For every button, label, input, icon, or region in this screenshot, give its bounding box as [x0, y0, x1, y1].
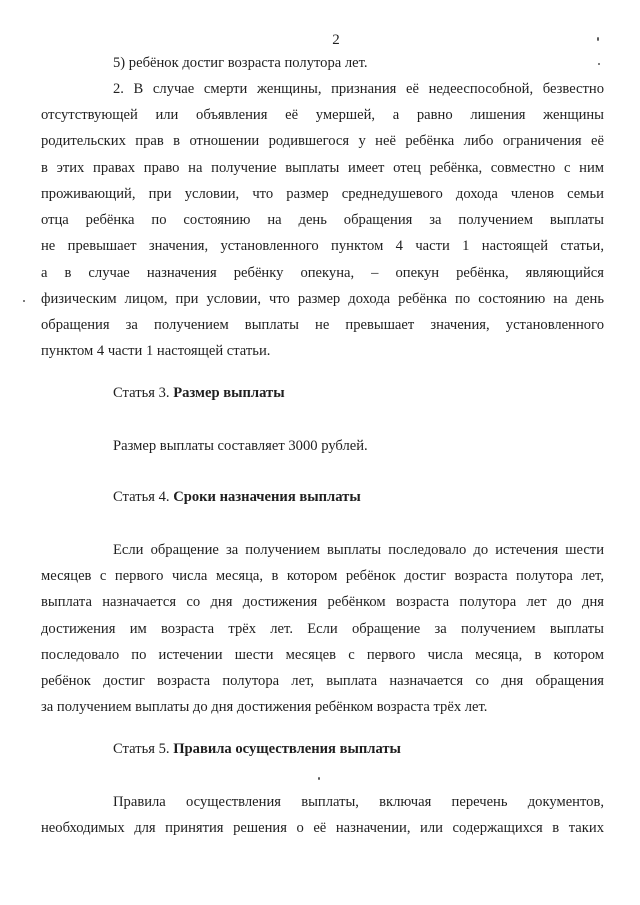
paragraph-2-line: обращения за получением выплаты не превышает значения, установленного: [41, 317, 604, 333]
article-3-body: Размер выплаты составляет 3000 рублей.: [113, 438, 368, 454]
article-3-prefix: Статья 3.: [113, 385, 174, 401]
article-5-line: необходимых для принятия решения о её назначении, или содержащихся в таких: [41, 820, 604, 836]
article-4-title: Сроки назначения выплаты: [173, 489, 361, 505]
paragraph-2-line: не превышает значения, установленного пунктом 4 части 1 настоящей статьи,: [41, 238, 604, 254]
paragraph-2-line: отсутствующей или объявления её умершей, а равно лишения женщины: [41, 107, 604, 123]
page-number: 2: [332, 32, 340, 48]
article-4-line: ребёнок достиг возраста полутора лет, выплата назначается со дня обращения: [41, 673, 604, 689]
scan-speck: [598, 63, 600, 65]
article-4-heading: [113, 487, 361, 507]
list-item-5: 5) ребёнок достиг возраста полутора лет.: [113, 55, 368, 71]
paragraph-2-line: 2. В случае смерти женщины, признания её недееспособной, безвестно: [113, 81, 604, 97]
article-3-heading: [113, 383, 285, 403]
article-4-prefix: Статья 4.: [113, 489, 174, 505]
paragraph-2-line: отца ребёнка по состоянию на день обращения за получением выплаты: [41, 212, 604, 228]
article-5-title: Правила осуществления выплаты: [173, 741, 401, 757]
paragraph-2-line: пунктом 4 части 1 настоящей статьи.: [41, 343, 271, 359]
paragraph-2-line: в этих правах право на получение выплаты имеет отец ребёнка, совместно с ним: [41, 160, 604, 176]
scan-speck: [23, 300, 25, 302]
article-5-line: Правила осуществления выплаты, включая перечень документов,: [113, 794, 604, 810]
paragraph-2-line: проживающий, при условии, что размер среднедушевого дохода членов семьи: [41, 186, 604, 202]
article-4-line: достижения им возраста трёх лет. Если обращение за получением выплаты: [41, 621, 604, 637]
article-3-title: Размер выплаты: [173, 385, 285, 401]
article-4-line: выплата назначается со дня достижения ребёнком возраста полутора лет до дня: [41, 594, 604, 610]
article-4-line: последовало по истечении шести месяцев с первого числа месяца, в котором: [41, 647, 604, 663]
article-4-line: месяцев с первого числа месяца, в котором ребёнок достиг возраста полутора лет,: [41, 568, 604, 584]
scan-speck: [597, 37, 599, 41]
article-4-line: за получением выплаты до дня достижения ребёнком возраста трёх лет.: [41, 699, 488, 715]
article-4-line: Если обращение за получением выплаты последовало до истечения шести: [113, 542, 604, 558]
paragraph-2-line: а в случае назначения ребёнку опекуна, – опекун ребёнка, являющийся: [41, 265, 604, 281]
paragraph-2-line: родительских прав в отношении родившегося у неё ребёнка либо ограничения её: [41, 133, 604, 149]
article-5-heading: [113, 739, 401, 759]
paragraph-2-line: физическим лицом, при условии, что размер дохода ребёнка по состоянию на день: [41, 291, 604, 307]
scan-speck: [318, 777, 320, 780]
article-5-prefix: Статья 5.: [113, 741, 174, 757]
